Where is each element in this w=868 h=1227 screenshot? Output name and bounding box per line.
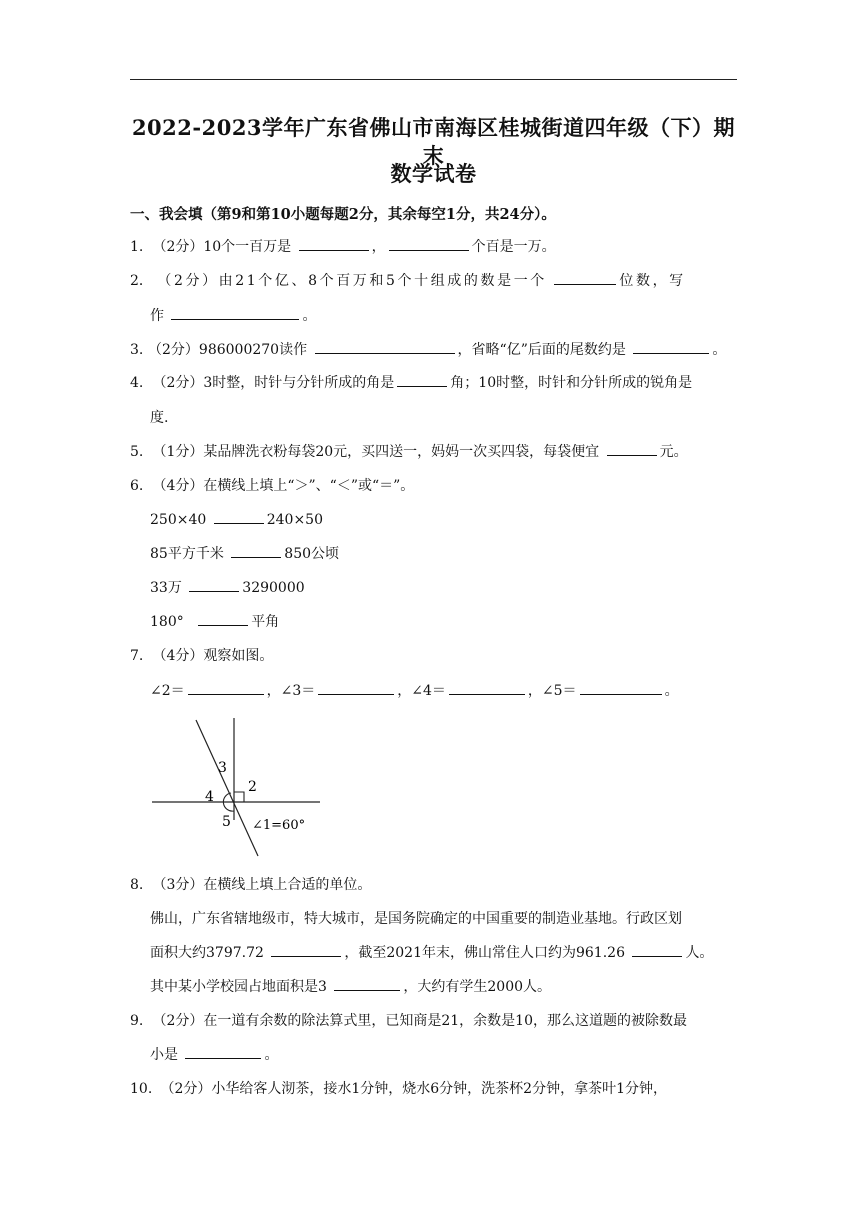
compare-item: 180° 平角 <box>150 611 279 633</box>
question-2: 2． （2分）由21个亿、8个百万和5个十组成的数是一个 位数，写 <box>130 270 740 292</box>
question-5: 5. （1分）某品牌洗衣粉每袋20元，买四送一，妈妈一次买四袋，每袋便宜 元。 <box>130 441 740 463</box>
answer-blank[interactable] <box>554 270 616 285</box>
compare-item: 250×40 240×50 <box>150 509 323 531</box>
question-4-cont: 度. <box>150 410 169 426</box>
answer-blank[interactable] <box>198 611 248 626</box>
answer-blank[interactable] <box>214 509 264 524</box>
figure-label-4: 4 <box>205 789 214 805</box>
answer-blank[interactable] <box>299 236 369 251</box>
answer-blank[interactable] <box>189 577 239 592</box>
question-2-cont: 作 。 <box>150 305 316 327</box>
answer-blank[interactable] <box>397 372 447 387</box>
question-8-line3: 其中某小学校园占地面积是3 ，大约有学生2000人。 <box>150 976 551 998</box>
answer-blank[interactable] <box>231 543 281 558</box>
figure-label-2: 2 <box>248 779 257 795</box>
page-title-line2: 数学试卷 <box>390 161 477 186</box>
question-8-line1: 佛山，广东省辖地级市，特大城市，是国务院确定的中国重要的制造业基地。行政区划 <box>150 911 682 927</box>
question-4: 4. （2分）3时整，时针与分针所成的角是 角；10时整，时针和分针所成的锐角是 <box>130 372 740 394</box>
answer-blank[interactable] <box>188 680 264 695</box>
question-1: 1. （2分）10个一百万是 ， 个百是一万。 <box>130 236 740 258</box>
question-7-angles: ∠2＝ ，∠3＝ ，∠4＝ ，∠5＝ 。 <box>150 680 679 702</box>
answer-blank[interactable] <box>315 339 455 354</box>
answer-blank[interactable] <box>449 680 525 695</box>
compare-item: 33万 3290000 <box>150 577 305 599</box>
answer-blank[interactable] <box>334 976 400 991</box>
answer-blank[interactable] <box>389 236 469 251</box>
answer-blank[interactable] <box>318 680 394 695</box>
question-6: 6. （4分）在横线上填上“＞”、“＜”或“＝”。 <box>130 478 415 494</box>
figure-label-3: 3 <box>218 760 227 776</box>
question-8-line2: 面积大约3797.72 ，截至2021年末，佛山常住人口约为961.26 人。 <box>150 942 713 964</box>
question-8: 8. （3分）在横线上填上合适的单位。 <box>130 877 372 893</box>
angle-figure <box>148 712 328 862</box>
answer-blank[interactable] <box>185 1044 261 1059</box>
answer-blank[interactable] <box>633 339 709 354</box>
question-10: 10. （2分）小华给客人沏茶，接水1分钟，烧水6分钟，洗茶杯2分钟，拿茶叶1分钟， <box>130 1081 667 1097</box>
header-rule <box>130 79 737 80</box>
section-heading: 一、我会填（第9和第10小题每题2分，其余每空1分，共24分）。 <box>130 206 556 223</box>
answer-blank[interactable] <box>607 441 657 456</box>
figure-label-1: ∠1=60° <box>252 818 306 833</box>
page-title-line1: 2022-2023学年广东省佛山市南海区桂城街道四年级（下）期末 <box>131 115 736 168</box>
question-7: 7. （4分）观察如图。 <box>130 648 274 664</box>
question-9: 9. （2分）在一道有余数的除法算式里，已知商是21，余数是10，那么这道题的被除数最 <box>130 1013 687 1029</box>
answer-blank[interactable] <box>580 680 662 695</box>
right-angle-mark <box>234 792 244 802</box>
answer-blank[interactable] <box>632 942 682 957</box>
compare-item: 85平方千米 850公顷 <box>150 543 339 565</box>
question-9-cont: 小是 。 <box>150 1044 278 1066</box>
question-3: 3. （2分）986000270读作 ，省略“亿”后面的尾数约是 。 <box>130 339 740 361</box>
answer-blank[interactable] <box>271 942 341 957</box>
figure-label-5: 5 <box>222 814 231 830</box>
answer-blank[interactable] <box>171 305 299 320</box>
